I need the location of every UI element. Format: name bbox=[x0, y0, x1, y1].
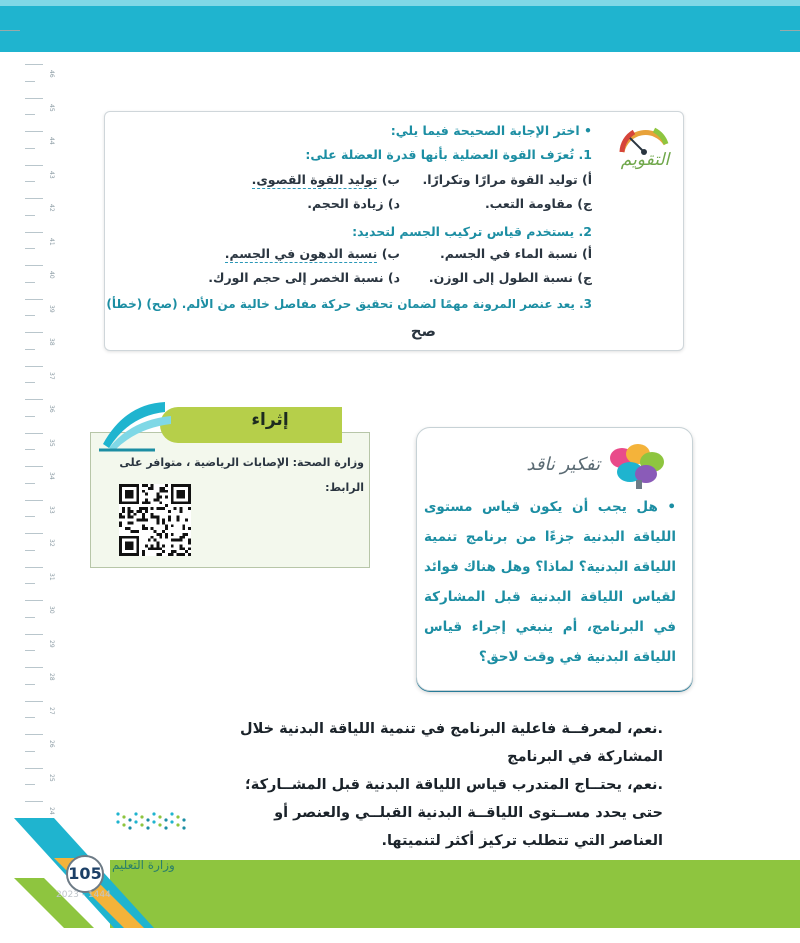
ruler-label: 27 bbox=[48, 706, 55, 715]
crop-mark-top-left bbox=[0, 30, 20, 31]
ruler-tick bbox=[25, 131, 43, 132]
q1-stem: 1. تُعرَف القوة العضلية بأنها قدرة العضلة على: bbox=[305, 147, 592, 162]
ruler-tick bbox=[25, 349, 35, 350]
ruler-tick bbox=[25, 550, 35, 551]
ruler-tick bbox=[25, 734, 43, 735]
ruler-label: 31 bbox=[48, 572, 55, 581]
ruler-tick bbox=[25, 366, 43, 367]
ruler-tick bbox=[25, 516, 35, 517]
q1-option-c: ج) مقاومة التعب. bbox=[484, 196, 592, 211]
ruler-label: 34 bbox=[48, 472, 55, 480]
q2-option-d: د) نسبة الخصر إلى حجم الورك. bbox=[208, 270, 400, 285]
ruler-tick bbox=[25, 64, 43, 65]
ministry-logo-dots bbox=[112, 806, 192, 846]
ruler-tick bbox=[25, 165, 43, 166]
ruler-tick bbox=[25, 433, 43, 434]
open-book-icon bbox=[95, 394, 185, 452]
q1-option-b bbox=[252, 172, 400, 187]
ruler-tick bbox=[25, 382, 35, 383]
ruler-tick bbox=[25, 801, 43, 802]
brain-icon bbox=[600, 440, 675, 490]
ruler-tick bbox=[25, 684, 35, 685]
q3-stem: 3. يعد عنصر المرونة مهمًا لضمان تحقيق حركة مفاصل خالية من الألم. (صح) (خطأ) bbox=[106, 297, 592, 311]
qr-code[interactable] bbox=[119, 484, 191, 556]
ruler-label: 36 bbox=[48, 405, 55, 413]
ruler-label: 28 bbox=[48, 673, 55, 681]
answer-line: .نعم، لمعرفــة فاعلية البرنامج في تنمية اللياقة البدنية خلال bbox=[240, 721, 663, 737]
ruler-tick bbox=[25, 784, 35, 785]
ruler-label: 25 bbox=[48, 773, 55, 782]
answer-line: المشاركة في البرنامج bbox=[507, 749, 663, 765]
ruler-tick bbox=[25, 299, 43, 300]
ruler-tick bbox=[25, 533, 43, 534]
q2-option-a: أ) نسبة الماء في الجسم. bbox=[439, 246, 592, 261]
ruler-tick bbox=[25, 567, 43, 568]
q2-option-b bbox=[225, 246, 400, 261]
answer-line: العناصر التي تتطلب تركيز أكثر لتنميتها. bbox=[381, 833, 663, 849]
ruler-tick bbox=[25, 215, 35, 216]
q3-answer: صح bbox=[410, 322, 436, 340]
ruler-label: 24 bbox=[48, 807, 55, 815]
ruler-label: 40 bbox=[48, 271, 55, 279]
critical-thinking-title: تفكير ناقد bbox=[526, 454, 600, 475]
edition-year: 2023 - 1444 bbox=[56, 890, 111, 900]
q1-option-a: أ) توليد القوة مرارًا وتكرارًا. bbox=[422, 172, 592, 187]
ruler-label: 26 bbox=[48, 740, 55, 748]
ruler-tick bbox=[25, 650, 35, 651]
ruler-tick bbox=[25, 701, 43, 702]
top-header-band bbox=[0, 0, 800, 52]
q1-option-b-prefix: ب) bbox=[381, 172, 400, 187]
ruler-tick bbox=[25, 98, 43, 99]
q2-option-b-text: نسبة الدهون في الجسم. bbox=[224, 246, 378, 261]
ruler-tick bbox=[25, 282, 35, 283]
ruler-tick bbox=[25, 466, 43, 467]
assessment-intro: • اختر الإجابة الصحيحة فيما يلي: bbox=[390, 123, 592, 138]
ruler-label: 32 bbox=[48, 539, 55, 547]
ruler-tick bbox=[25, 315, 35, 316]
ruler-label: 33 bbox=[48, 505, 55, 514]
ruler-label: 41 bbox=[48, 237, 55, 246]
ruler-tick bbox=[25, 768, 43, 769]
answer-line: حتى يحدد مســتوى اللياقــة البدنية القبلــي والعنصر أو bbox=[274, 805, 663, 821]
top-header-highlight bbox=[0, 0, 800, 6]
ruler-tick bbox=[25, 416, 35, 417]
ruler-tick bbox=[25, 717, 35, 718]
ruler-tick bbox=[25, 114, 35, 115]
ruler-tick bbox=[25, 81, 35, 82]
ruler-tick bbox=[25, 449, 35, 450]
ruler-label: 29 bbox=[48, 639, 55, 648]
ruler-tick bbox=[25, 751, 35, 752]
ruler-label: 43 bbox=[48, 170, 55, 179]
ruler-tick bbox=[25, 148, 35, 149]
ruler-tick bbox=[25, 617, 35, 618]
ruler-label: 35 bbox=[48, 438, 55, 447]
ruler-label: 44 bbox=[48, 137, 55, 145]
page-ruler bbox=[25, 58, 60, 828]
ruler-label: 46 bbox=[48, 70, 55, 78]
page-number: 105 bbox=[66, 855, 104, 893]
ruler-label: 38 bbox=[48, 338, 55, 346]
enrichment-text-line1: وزارة الصحة: الإصابات الرياضية ، متوافر على bbox=[119, 456, 364, 469]
student-answer bbox=[240, 715, 663, 855]
answer-line: .نعم، يحتــاج المتدرب قياس اللياقة البدنية قبل المشــاركة؛ bbox=[244, 777, 663, 793]
ruler-tick bbox=[25, 198, 43, 199]
ruler-tick bbox=[25, 500, 43, 501]
enrichment-text-line2: الرابط: bbox=[325, 481, 364, 494]
ruler-tick bbox=[25, 248, 35, 249]
ruler-tick bbox=[25, 600, 43, 601]
ruler-tick bbox=[25, 483, 35, 484]
ministry-name: وزارة التعليم bbox=[112, 858, 175, 872]
ruler-tick bbox=[25, 399, 43, 400]
ruler-tick bbox=[25, 667, 43, 668]
ruler-tick bbox=[25, 181, 35, 182]
ruler-label: 42 bbox=[48, 204, 55, 212]
ruler-tick bbox=[25, 634, 43, 635]
q1-option-d: د) زيادة الحجم. bbox=[307, 196, 400, 211]
critical-thinking-question: • هل يجب أن يكون قياس مستوى اللياقة البدنية جزءًا من برنامج تنمية اللياقة البدنية؟ لماذا؟ وهل هناك فوائد لقياس اللياقة البدنية قبل المشاركة في البرنامج، أم ينبغي إجراء قياس اللياقة البدنية في وقت لاحق؟ bbox=[424, 499, 676, 665]
ruler-label: 30 bbox=[48, 606, 55, 614]
crop-mark-top-right bbox=[780, 30, 800, 31]
q1-option-b-text: توليد القوة القصوى. bbox=[251, 172, 378, 187]
enrichment-title: إثراء bbox=[251, 410, 289, 430]
ruler-tick bbox=[25, 332, 43, 333]
ruler-tick bbox=[25, 583, 35, 584]
ruler-tick bbox=[25, 265, 43, 266]
q2-option-b-prefix: ب) bbox=[381, 246, 400, 261]
q2-stem: 2. يستخدم قياس تركيب الجسم لتحديد: bbox=[352, 224, 592, 239]
ruler-label: 39 bbox=[48, 304, 55, 313]
ruler-label: 45 bbox=[48, 103, 55, 112]
ruler-tick bbox=[25, 232, 43, 233]
q2-option-c: ج) نسبة الطول إلى الوزن. bbox=[428, 270, 592, 285]
ruler-label: 37 bbox=[48, 371, 55, 380]
assessment-icon-label: التقويم bbox=[620, 150, 670, 170]
